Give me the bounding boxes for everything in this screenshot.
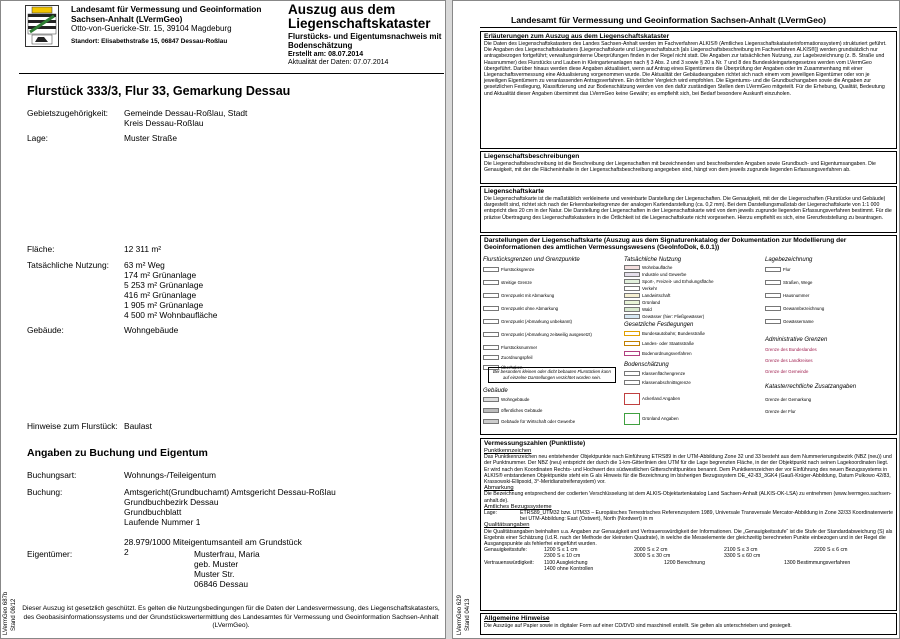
eigentuemer-line: Muster Str. xyxy=(194,569,235,579)
nutzung-item: 416 m² Grünanlage xyxy=(124,290,197,300)
bz-row: Lage: ETRS89_UTM32 bzw. UTM33 – Europäisches Terrestrisches Referenzsystem 1989, Universale Transversale Mercator-Abbildung in Zone 32/33 Koordinatenwerte bei UTM-Abbildung: East (Ostwert), North (Nordwert) in m xyxy=(484,510,894,523)
hinweise-box xyxy=(480,613,897,635)
footer-note: Dieser Auszug ist gesetzlich geschützt. Es gelten die Nutzungsbedingungen für die Daten der Landesvermessung, des Liegenschaftskatasters, des Geobasisinformationssystems und der Grundstückswertermittlung des Landesamtes für Vermessung und Geoinformation Sachsen-Anhalt (LVermGeo). xyxy=(22,605,440,629)
document-header xyxy=(288,3,444,67)
flaeche-value: 12 311 m² xyxy=(124,244,162,254)
gf-heading: Gesetzliche Festlegungen xyxy=(624,322,694,328)
coat-of-arms-logo xyxy=(25,5,59,47)
ah-text: Die Auszüge auf Papier sowie in digitaler Form auf einer CD/DVD sind maschinell erstellt. Sie gelten als unterschrieben und gesiegelt. xyxy=(484,623,792,629)
created-date: Erstellt am: 08.07.2014 xyxy=(288,51,364,58)
ab-text: Die Bezeichnung entsprechend der codierten Verschlüsselung ist dem ALKIS-Objektartenkatalog Land Sachsen-Anhalt (ALKIS-OK-LSA) zu entnehmen (www.lvermgeo.sachsen-anhalt.de). xyxy=(484,491,892,504)
lage-value: Muster Straße xyxy=(124,133,178,143)
vz-heading: Vermessungszahlen (Punktliste) xyxy=(484,440,586,447)
lk-heading: Liegenschaftskarte xyxy=(484,188,545,195)
pk-heading: Punktkennzeichen xyxy=(484,448,532,454)
eigentuemer-line: geb. Muster xyxy=(194,559,239,569)
col2-list xyxy=(624,265,714,321)
bs-list xyxy=(624,371,691,429)
buchung-list xyxy=(124,487,336,527)
legend-item: Überhaken xyxy=(483,365,592,375)
eigentuemer-number: 2 xyxy=(124,547,129,557)
pk-text: Das Punktkennzeichen neu entstehender Objektpunkte nach Einführung ETRS89 in der UTM-Abbildung Zone 32 und 33 besteht aus dem Nummerierungsbezirk (NBZ (neu)) und der Punktnummer. Der NBZ (neu) entspricht der durch die 1-km-Gitterlinien des UTM für die Lage begrenzten Fläche, in der der Objektpunkt nach seinen Lagekoordinaten liegt. Er wird nach den Koordinaten Rechts- und Hochwert des südwestlichen Gitterschnittpunktes benannt. Dem Punktkennzeichen der vor Einführung des neuen Bezugssystems in ALKIS® entstandenen Objektpunkte steht ein G als Hinweis für die Bezeichnung im bisherigen Bezugssystem DE_42-83_3GK4 (Gauß-Krüger-Abbildung, Datum Pulkowo 42/83, Krassowski-Ellipsoid, 3°-Meridianstreifensystem) vor. xyxy=(484,454,892,486)
gebaeude-label: Gebäude: xyxy=(27,325,64,335)
nutzung-item: 63 m² Weg xyxy=(124,260,165,270)
legend-item: Ackerland Angaben xyxy=(624,389,691,409)
buchung-line: Grundbuchbezirk Dessau xyxy=(124,497,219,507)
legend-item: Wald xyxy=(624,307,714,314)
agency-name-2: Sachsen-Anhalt (LVermGeo) xyxy=(71,14,183,24)
legend-item: Sport-, Freizeit- und Erholungsfläche xyxy=(624,279,714,286)
col1-list xyxy=(483,267,592,375)
legend-item: Grenzpunkt (Abmarkung unbekannt) xyxy=(483,319,592,332)
col2-heading: Tatsächliche Nutzung xyxy=(624,257,682,263)
legend-item: Landwirtschaft xyxy=(624,293,714,300)
hinweise-value: Baulast xyxy=(124,421,152,431)
anteil-value: 28.979/1000 Miteigentumsanteil am Grundstück xyxy=(124,537,302,547)
gebiet-label: Gebietszugehörigkeit: xyxy=(27,108,109,118)
legend-item: Hausnummer xyxy=(765,293,824,306)
right-title: Landesamt für Vermessung und Geoinformation Sachsen-Anhalt (LVermGeo) xyxy=(511,15,826,25)
buchung-label: Buchung: xyxy=(27,487,63,497)
header-divider xyxy=(19,73,444,74)
document-title-1: Auszug aus dem xyxy=(288,2,396,17)
agency-address: Otto-von-Guericke-Str. 15, 39104 Magdeburg xyxy=(71,24,232,33)
lb-heading: Liegenschaftsbeschreibungen xyxy=(484,153,580,160)
agency-header xyxy=(71,4,277,47)
lk-text: Die Liegenschaftskarte ist die maßstäblich verkleinerte und vereinbarte Darstellung der Liegenschaften. Die Genauigkeit, mit der die Liegenschaften (Flurstücke und Gebäude) dargestellt sind, richtet sich nach der Erkennbarkeitsgrenze der analogen Kartendarstellung (ca. 0,2 mm). Bei dem Darstellungsmaßstab der Liegenschaftskarte von 1:1 000 entspricht dies 20 cm in der Natur. Die Darstellung der Liegenschaften in der Liegenschaftskarte wird von dem jeweils zugrunde liegenden Erfassungsverfahren bestimmt. Für die präzise Übertragung des Liegenschaftskatasters in die Örtlichkeit ist die Liegenschaftskarte nicht vorgesehen. Hierzu empfiehlt es sich, eine Grenzfeststellung zu beantragen. xyxy=(484,196,892,221)
erlaeuterungen-text: Die Daten des Liegenschaftskatasters des Landes Sachsen-Anhalt werden im Fachverfahren ALKIS® (Amtliches Liegenschaftskatasterinformationssystem) strukturiert geführt. Die Angaben des Liegenschaftskatasters (Liegenschaftskarte und Liegenschaftsbuch [als Liegenschaftsbeschreibung im Fachverfahren ALKIS®]) werden grundsätzlich nur antragsbezogen fortgeführt; verwaltungsinterne Überprüfungen finden in der Regel nicht statt. Die Angaben zur tatsächlichen Nutzung, zur Lagebezeichnung (z. B. Straße und Hausnummer) des Flurstücks und Lauben in Kleingartenanlagen nach § 3 Abs. 2 und 3 sowie § 20 a Nr. 7 und 8 des Bundeskleingartengesetzes werden vom LVermGeo übergeführt. Darüber hinaus werden diese Angaben aktualisiert, wenn auf Antrag eines Eigentümers die Überprüfung der Angaben oder im Zusammenhang mit einer Liegenschaftsvermessung eine Aktualisierung vorgenommen wurde. Die Aktualität der Gebäudeangaben richtet sich nach einem vom jeweiligen Eigentümer oder von je jeweiligen Eigentümern zu veranlassenden Antragsverfahren. Ein örtlicher Vergleich wird empfohlen. Die Eigentums- und die Grundbuchangaben sowie die Angaben zur gesetzlichen Festlegung, Klassifizierung und zur Bodenschätzung werden von den dafür zuständigen Stellen dem LVermGeo mitgeteilt. Für die Erhebung, Qualität, Bedeutung und Aktualität dieser Angaben übernimmt das LVermGeo keine Gewähr; es empfiehlt sich, bei Bedarf besondere Auskunft einzuholen. xyxy=(484,41,887,97)
ag-list xyxy=(765,347,817,380)
side-code: LVermGeo 687b xyxy=(3,591,9,635)
legend-item: Wohnbaufläche xyxy=(624,265,714,272)
legend-item: Klassenflächengrenze xyxy=(624,371,691,380)
darstellungen-heading: Darstellungen der Liegenschaftskarte (Auszug aus dem Signaturenkatalog der Dokumentation zur Modellierung der Geoinformationen des amtlichen Vermessungswesens (GeoInfoDok, 6.0.1)) xyxy=(484,237,847,251)
legend-item: Gewannbezeichnung xyxy=(765,306,824,319)
nutzung-list xyxy=(124,260,217,320)
legend-item: Grenze der Flur xyxy=(765,409,796,414)
eigentuemer-label: Eigentümer: xyxy=(27,549,73,559)
vw-row-2: 1400 ohne Kontrollen xyxy=(544,565,594,572)
gebaeude-value: Wohngebäude xyxy=(124,325,179,335)
erlaeuterungen-heading: Erläuterungen zum Auszug aus dem Liegenschaftskataster xyxy=(484,33,670,40)
right-side-stand: Stand 04/13 xyxy=(465,598,471,631)
legend-item: Bundesautobahn; Bundesstraße xyxy=(624,331,705,341)
legend-item: Flurstücksnummer xyxy=(483,345,592,355)
legend-item: Bodenordnungsverfahren xyxy=(624,351,705,361)
ah-heading: Allgemeine Hinweise xyxy=(484,615,550,622)
data-date: Aktualität der Daten: 07.07.2014 xyxy=(288,59,389,66)
legend-item: Klassenabschnittsgrenze xyxy=(624,380,691,389)
legend-item: Industrie und Gewerbe xyxy=(624,272,714,279)
eigentuemer-list xyxy=(194,549,260,589)
legend-item: Grünland xyxy=(624,300,714,307)
side-stand: Stand 08/12 xyxy=(11,598,17,631)
nutzung-label: Tatsächliche Nutzung: xyxy=(27,260,109,270)
legend-item: Flur xyxy=(765,267,824,280)
lk-box xyxy=(480,186,897,233)
left-page xyxy=(0,0,446,639)
legend-item: Gewässername xyxy=(765,319,824,332)
nutzung-item: 174 m² Grünanlage xyxy=(124,270,197,280)
ge-row-1: Genauigkeitsstufe: 1200 S ≤ 1 cm 2000 S ≤ 2 cm 2100 S ≤ 3 cm 2200 S ≤ 6 cm xyxy=(484,547,848,554)
eigentuemer-line: 06846 Dessau xyxy=(194,579,249,589)
document-subtitle: Flurstücks- und Eigentumsnachweis mit Bodenschätzung xyxy=(288,32,442,50)
buchungsart-label: Buchungsart: xyxy=(27,470,77,480)
legend-item: Verkehr xyxy=(624,286,714,293)
legend-item: Flurstücksgrenze xyxy=(483,267,592,280)
agency-name: Landesamt für Vermessung und Geoinformation xyxy=(71,4,262,14)
nutzung-item: 1 905 m² Grünanlage xyxy=(124,300,204,310)
bs-heading: Bodenschätzung xyxy=(624,362,669,368)
flaeche-label: Fläche: xyxy=(27,244,55,254)
hinweise-label: Hinweise zum Flurstück: xyxy=(27,421,118,431)
col3-list xyxy=(765,267,824,332)
legend-item: Gewässer (hier: Fließgewässer) xyxy=(624,314,714,321)
gf-list xyxy=(624,331,705,361)
gebaeude-legend-list xyxy=(483,397,575,430)
qa-heading: Qualitätsangaben xyxy=(484,522,530,529)
ge-row-2: 2300 S ≤ 10 cm 3000 S ≤ 30 cm 3300 S ≤ 60 cm xyxy=(544,553,761,560)
kz-list xyxy=(765,397,811,421)
lb-text: Die Liegenschaftsbeschreibung ist die Beschreibung der Liegenschaften mit bezeichnenden und beschreibenden Angaben sowie Grundbuch- und Eigentumsangaben. Die Genauigkeit, mit der die Flächeninhalte in der Liegenschaftsbeschreibung angegeben sind, hängt von dem jeweils zugrunde liegenden Erfassungsverfahren ab. xyxy=(484,161,876,174)
section-buchung-heading: Angaben zu Buchung und Eigentum xyxy=(27,447,208,459)
parcel-title: Flurstück 333/3, Flur 33, Gemarkung Dessau xyxy=(27,84,291,98)
legend-item: Straßen, Wege xyxy=(765,280,824,293)
document-title-2: Liegenschaftskataster xyxy=(288,16,431,31)
legend-item: Grenzpunkt ohne Abmarkung xyxy=(483,306,592,319)
col1-heading: Flurstücksgrenzen und Grenzpunkte xyxy=(483,257,580,263)
legend-item: öffentliches Gebäude xyxy=(483,408,575,419)
gebiet-value-1: Gemeinde Dessau-Roßlau, Stadt xyxy=(124,108,248,118)
col3-heading: Lagebezeichnung xyxy=(765,257,813,263)
buchungsart-value: Wohnungs-/Teileigentum xyxy=(124,470,217,480)
qa-text: Die Qualitätsangaben beinhalten u.a. Angaben zur Genauigkeit und Vertrauenswürdigkeit der Informationen. Die „Genauigkeitsstufe“ ist die Stufe der Standardabweichung (S) als Ergebnis einer Schätzung (i.d.R. nach der Methode der kleinsten Quadrate), in welche die Messelemente der gleichzeitig berechneten Punkte einbezogen und in der Regel die Ausgangspunkte als fehlerfrei eingeführt wurden. xyxy=(484,528,893,548)
ab-heading: Abmarkung xyxy=(484,485,514,492)
legend-item: Grenze der Gemarkung xyxy=(765,397,812,402)
lage-label: Lage: xyxy=(27,133,48,143)
vw-row-1: Vertrauenswürdigkeit: 1100 Ausgleichung 1200 Berechnung 1300 Bestimmungsverfahren xyxy=(484,559,851,566)
nutzung-item: 5 253 m² Grünanlage xyxy=(124,280,204,290)
legend-item: Landes- oder Staatsstraße xyxy=(624,341,705,351)
buchung-line: Grundbuchblatt xyxy=(124,507,182,517)
gebiet-value-2: Kreis Dessau-Roßlau xyxy=(124,118,204,128)
buchung-line: Laufende Nummer 1 xyxy=(124,517,201,527)
legend-item: Grünland Angaben xyxy=(624,409,691,429)
right-page xyxy=(452,0,900,639)
legend-item: Grenze der Gemeinde xyxy=(765,369,809,374)
eigentuemer-line: Musterfrau, Maria xyxy=(194,549,260,559)
legend-item: streitige Grenze xyxy=(483,280,592,293)
col1-note: Bei besonders kleinen oder dicht bebauten Flurstücken kann auf einzelne Darstellungen verzichtet worden sein. xyxy=(488,367,616,383)
legend-item: Zuordnungspfeil xyxy=(483,355,592,365)
nutzung-item: 4 500 m² Wohnbaufläche xyxy=(124,310,218,320)
right-side-code: LVermGeo 629 xyxy=(457,595,463,635)
legend-item: Grenzpunkt mit Abmarkung xyxy=(483,293,592,306)
legend-item: Grenze des Landkreises xyxy=(765,358,813,363)
bz-heading: Amtliches Bezugssysteme xyxy=(484,503,552,510)
lb-box xyxy=(480,151,897,184)
agency-standort: Standort: Elisabethstraße 15, 06847 Dessau-Roßlau xyxy=(71,38,228,45)
right-title-divider xyxy=(480,27,897,28)
erlaeuterungen-box xyxy=(480,31,897,149)
gebaeude-legend-heading: Gebäude xyxy=(483,388,508,394)
legend-item: Grenzpunkt (Abmarkung zeitweilig ausgesetzt) xyxy=(483,332,592,345)
kz-heading: Katasterrechtliche Zusatzangaben xyxy=(765,384,857,390)
legend-item: Gebäude für Wirtschaft oder Gewerbe xyxy=(483,419,575,430)
legend-item: Wohngebäude xyxy=(483,397,575,408)
legend-item: Grenze des Bundeslandes xyxy=(765,347,817,352)
buchung-line: Amtsgericht(Grundbuchamt) Amtsgericht Dessau-Roßlau xyxy=(124,487,336,497)
vermessung-box xyxy=(480,438,897,611)
ag-heading: Administrative Grenzen xyxy=(765,337,828,343)
